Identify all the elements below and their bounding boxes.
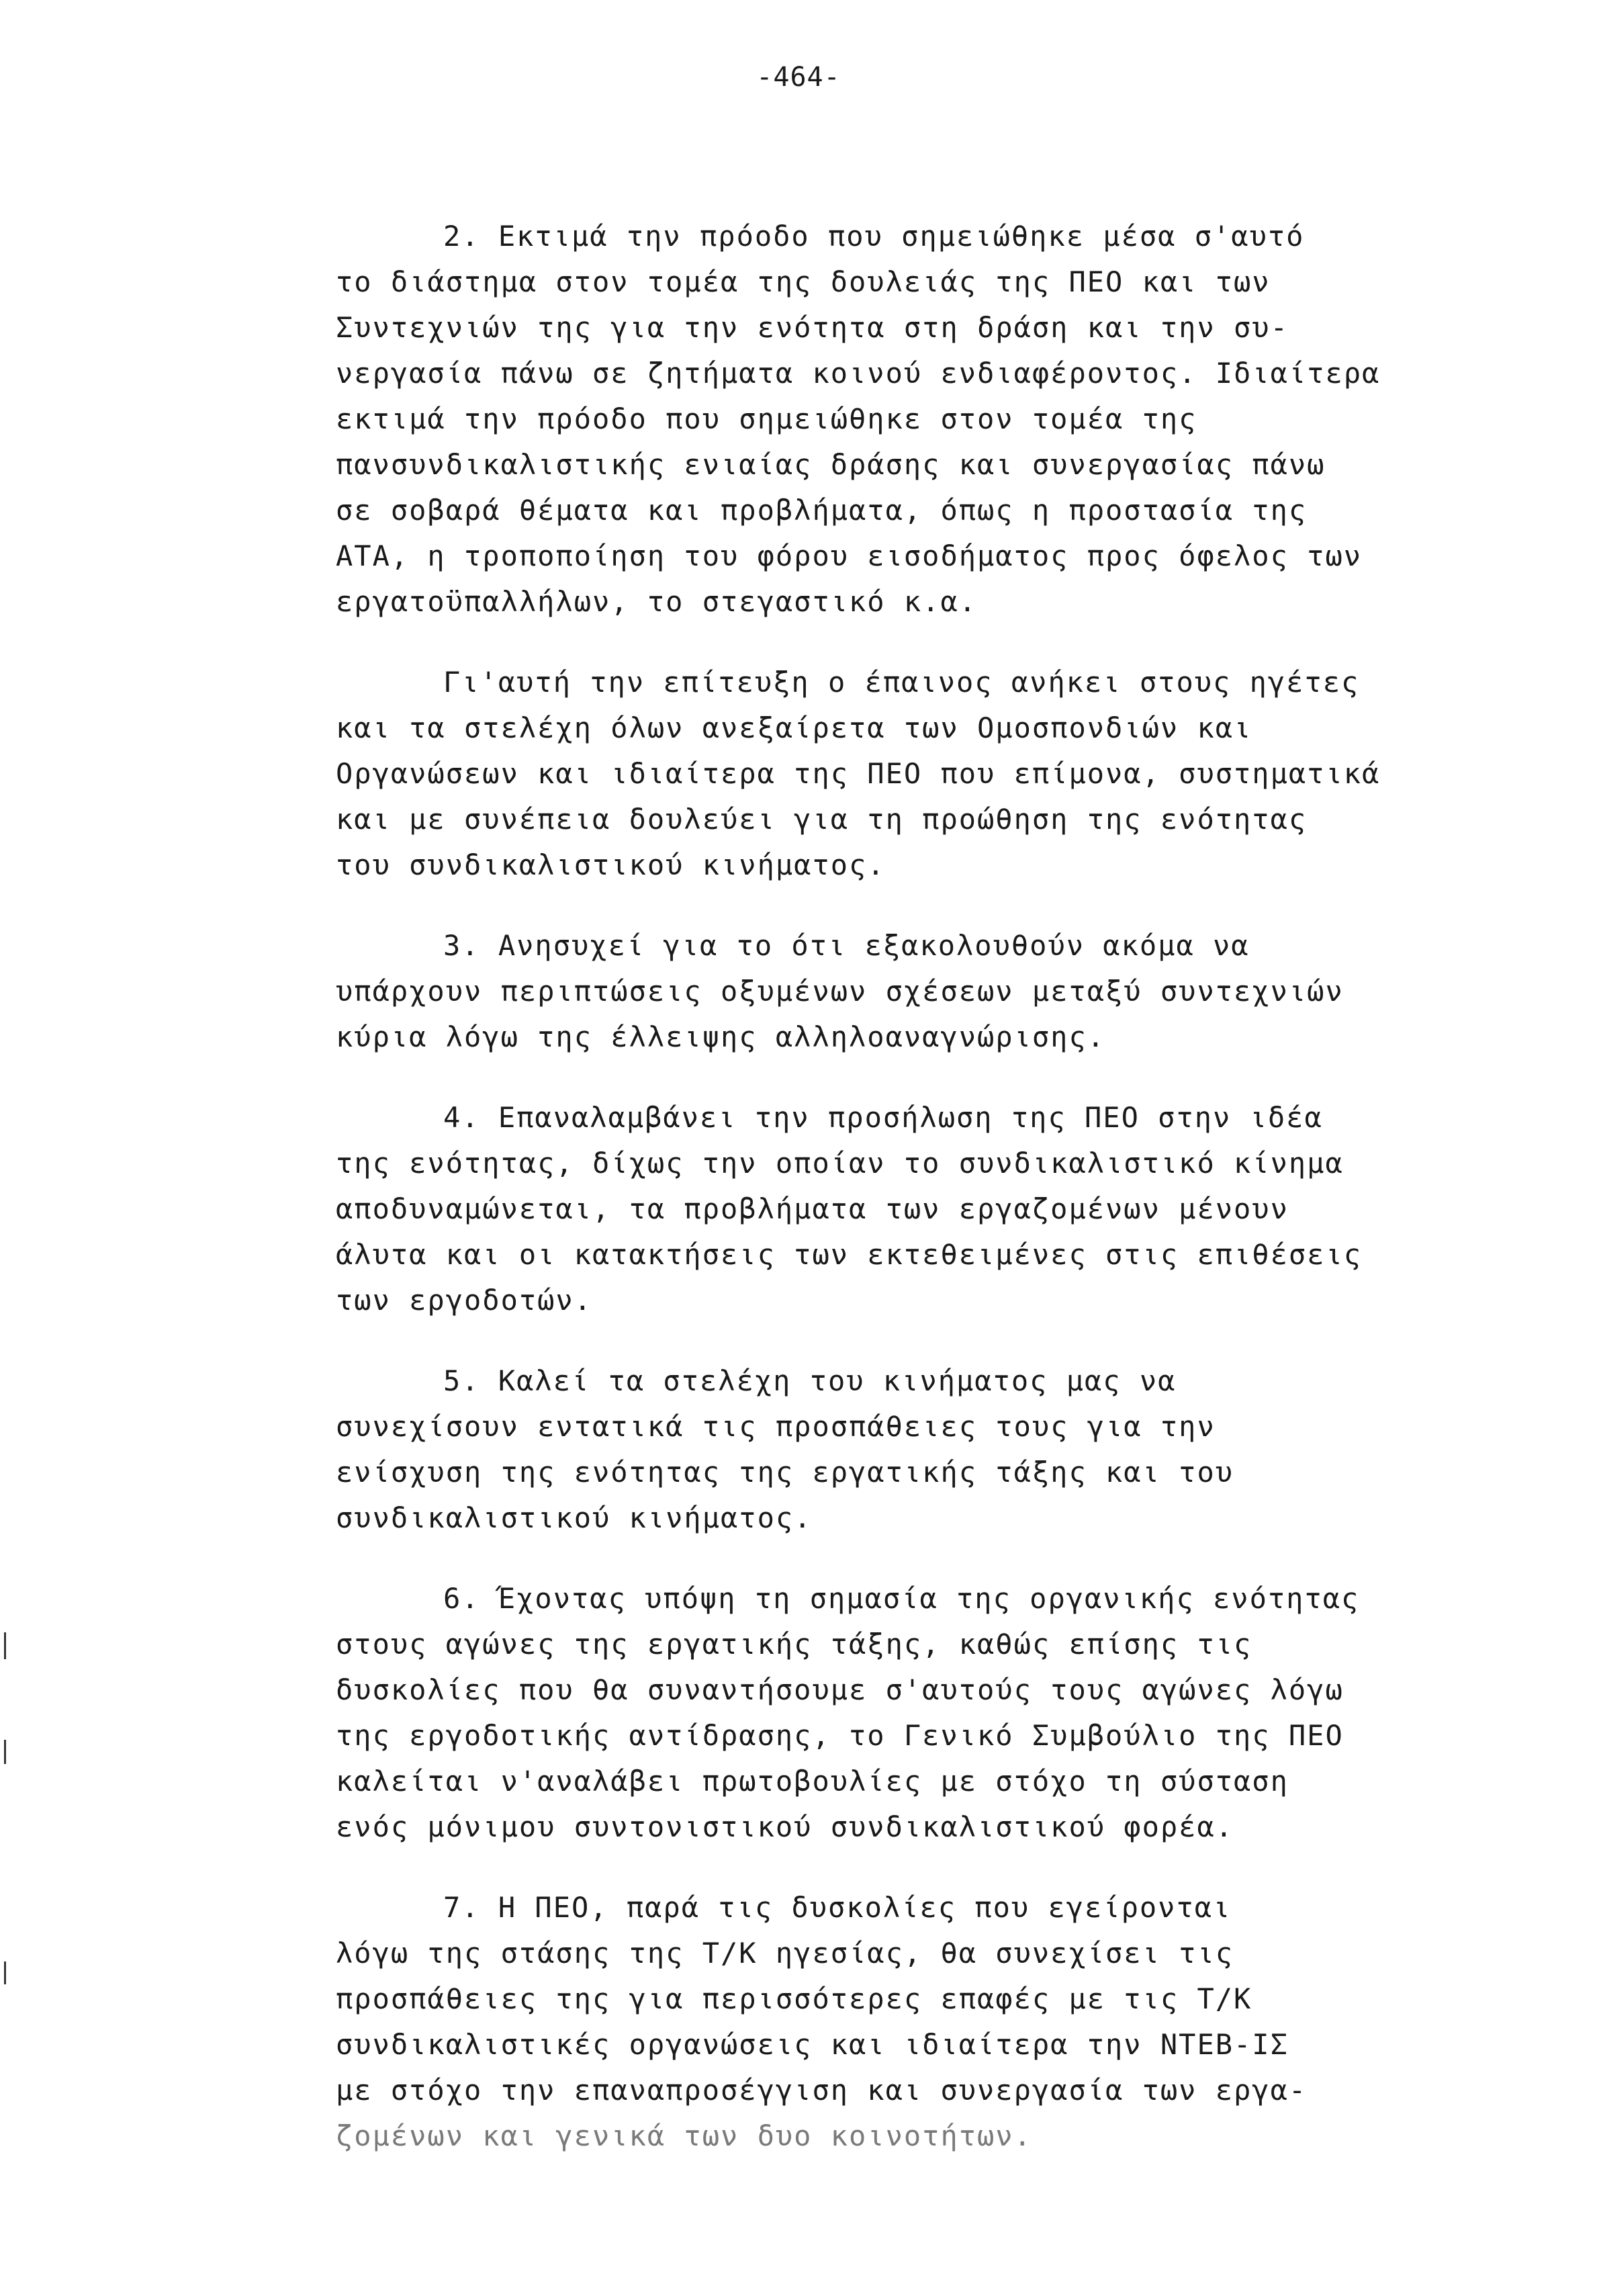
margin-mark	[4, 1961, 6, 1984]
text-line: και με συνέπεια δουλεύει για τη προώθηση της ενότητας	[336, 803, 1308, 836]
text-line: του συνδικαλιστικού κινήματος.	[336, 848, 886, 881]
paragraph-6	[336, 1576, 1518, 1850]
text-line: 5. Καλεί τα στελέχη του κινήματος μας να	[443, 1364, 1177, 1397]
text-line: 4. Επαναλαμβάνει την προσήλωση της ΠΕΟ στην ιδέα	[443, 1101, 1323, 1134]
paragraph-2	[336, 214, 1518, 625]
page-number: -464-	[756, 62, 841, 93]
text-line: προσπάθειες της για περισσότερες επαφές με τις Τ/Κ	[336, 1982, 1252, 2015]
text-line: της ενότητας, δίχως την οποίαν το συνδικαλιστικό κίνημα	[336, 1147, 1344, 1180]
text-line: αποδυναμώνεται, τα προβλήματα των εργαζομένων μένουν	[336, 1192, 1289, 1225]
text-line: 7. Η ΠΕΟ, παρά τις δυσκολίες που εγείρονται	[443, 1891, 1232, 1924]
text-line: κύρια λόγω της έλλειψης αλληλοαναγνώρισης.	[336, 1020, 1106, 1053]
text-line: εργατοϋπαλλήλων, το στεγαστικό κ.α.	[336, 585, 978, 618]
text-line: Γι'αυτή την επίτευξη ο έπαινος ανήκει στους ηγέτες	[443, 666, 1360, 699]
text-line: νεργασία πάνω σε ζητήματα κοινού ενδιαφέροντος. Ιδιαίτερα	[336, 357, 1381, 390]
text-line: συνδικαλιστικές οργανώσεις και ιδιαίτερα την ΝΤΕΒ-ΙΣ	[336, 2028, 1289, 2061]
text-line: ζομένων και γενικά των δυο κοινοτήτων.	[336, 2119, 1032, 2152]
text-line: 3. Ανησυχεί για το ότι εξακολουθούν ακόμα να	[443, 929, 1250, 962]
text-line: Συντεχνιών της για την ενότητα στη δράση και την συ-	[336, 311, 1289, 344]
text-line: των εργοδοτών.	[336, 1284, 593, 1317]
text-line: το διάστημα στον τομέα της δουλειάς της ΠΕΟ και των	[336, 265, 1271, 298]
text-line: 6. Έχοντας υπόψη τη σημασία της οργανικής ενότητας	[443, 1582, 1360, 1615]
text-line: άλυτα και οι κατακτήσεις των εκτεθειμένες στις επιθέσεις	[336, 1238, 1363, 1271]
margin-mark	[4, 1740, 6, 1764]
paragraph-3	[336, 923, 1518, 1060]
paragraph-4	[336, 1095, 1518, 1323]
text-line: 2. Εκτιμά την πρόοδο που σημειώθηκε μέσα σ'αυτό	[443, 220, 1305, 253]
text-line: της εργοδοτικής αντίδρασης, το Γενικό Συμβούλιο της ΠΕΟ	[336, 1719, 1344, 1752]
paragraph-praise	[336, 660, 1518, 888]
paragraph-5	[336, 1358, 1518, 1541]
text-line: εκτιμά την πρόοδο που σημειώθηκε στον τομέα της	[336, 402, 1197, 435]
text-line: συνεχίσουν εντατικά τις προσπάθειες τους για την	[336, 1410, 1216, 1443]
text-line: και τα στελέχη όλων ανεξαίρετα των Ομοσπονδιών και	[336, 711, 1252, 744]
text-line: δυσκολίες που θα συναντήσουμε σ'αυτούς τους αγώνες λόγω	[336, 1673, 1344, 1706]
document-body	[336, 214, 1518, 2194]
text-line: λόγω της στάσης της Τ/Κ ηγεσίας, θα συνεχίσει τις	[336, 1937, 1234, 1970]
text-line: στους αγώνες της εργατικής τάξης, καθώς επίσης τις	[336, 1628, 1252, 1661]
text-line: σε σοβαρά θέματα και προβλήματα, όπως η προστασία της	[336, 494, 1308, 527]
margin-mark	[4, 1632, 6, 1659]
paragraph-7	[336, 1885, 1518, 2159]
text-line: συνδικαλιστικού κινήματος.	[336, 1501, 813, 1534]
text-line: με στόχο την επαναπροσέγγιση και συνεργασία των εργα-	[336, 2074, 1308, 2107]
text-line: πανσυνδικαλιστικής ενιαίας δράσης και συνεργασίας πάνω	[336, 448, 1326, 481]
text-line: ενίσχυση της ενότητας της εργατικής τάξης και του	[336, 1456, 1234, 1489]
text-line: υπάρχουν περιπτώσεις οξυμένων σχέσεων μεταξύ συντεχνιών	[336, 975, 1344, 1008]
text-line: ΑΤΑ, η τροποποίηση του φόρου εισοδήματος προς όφελος των	[336, 539, 1363, 572]
text-line: καλείται ν'αναλάβει πρωτοβουλίες με στόχο τη σύσταση	[336, 1765, 1289, 1798]
text-line: ενός μόνιμου συντονιστικού συνδικαλιστικού φορέα.	[336, 1810, 1234, 1843]
text-line: Οργανώσεων και ιδιαίτερα της ΠΕΟ που επίμονα, συστηματικά	[336, 757, 1381, 790]
